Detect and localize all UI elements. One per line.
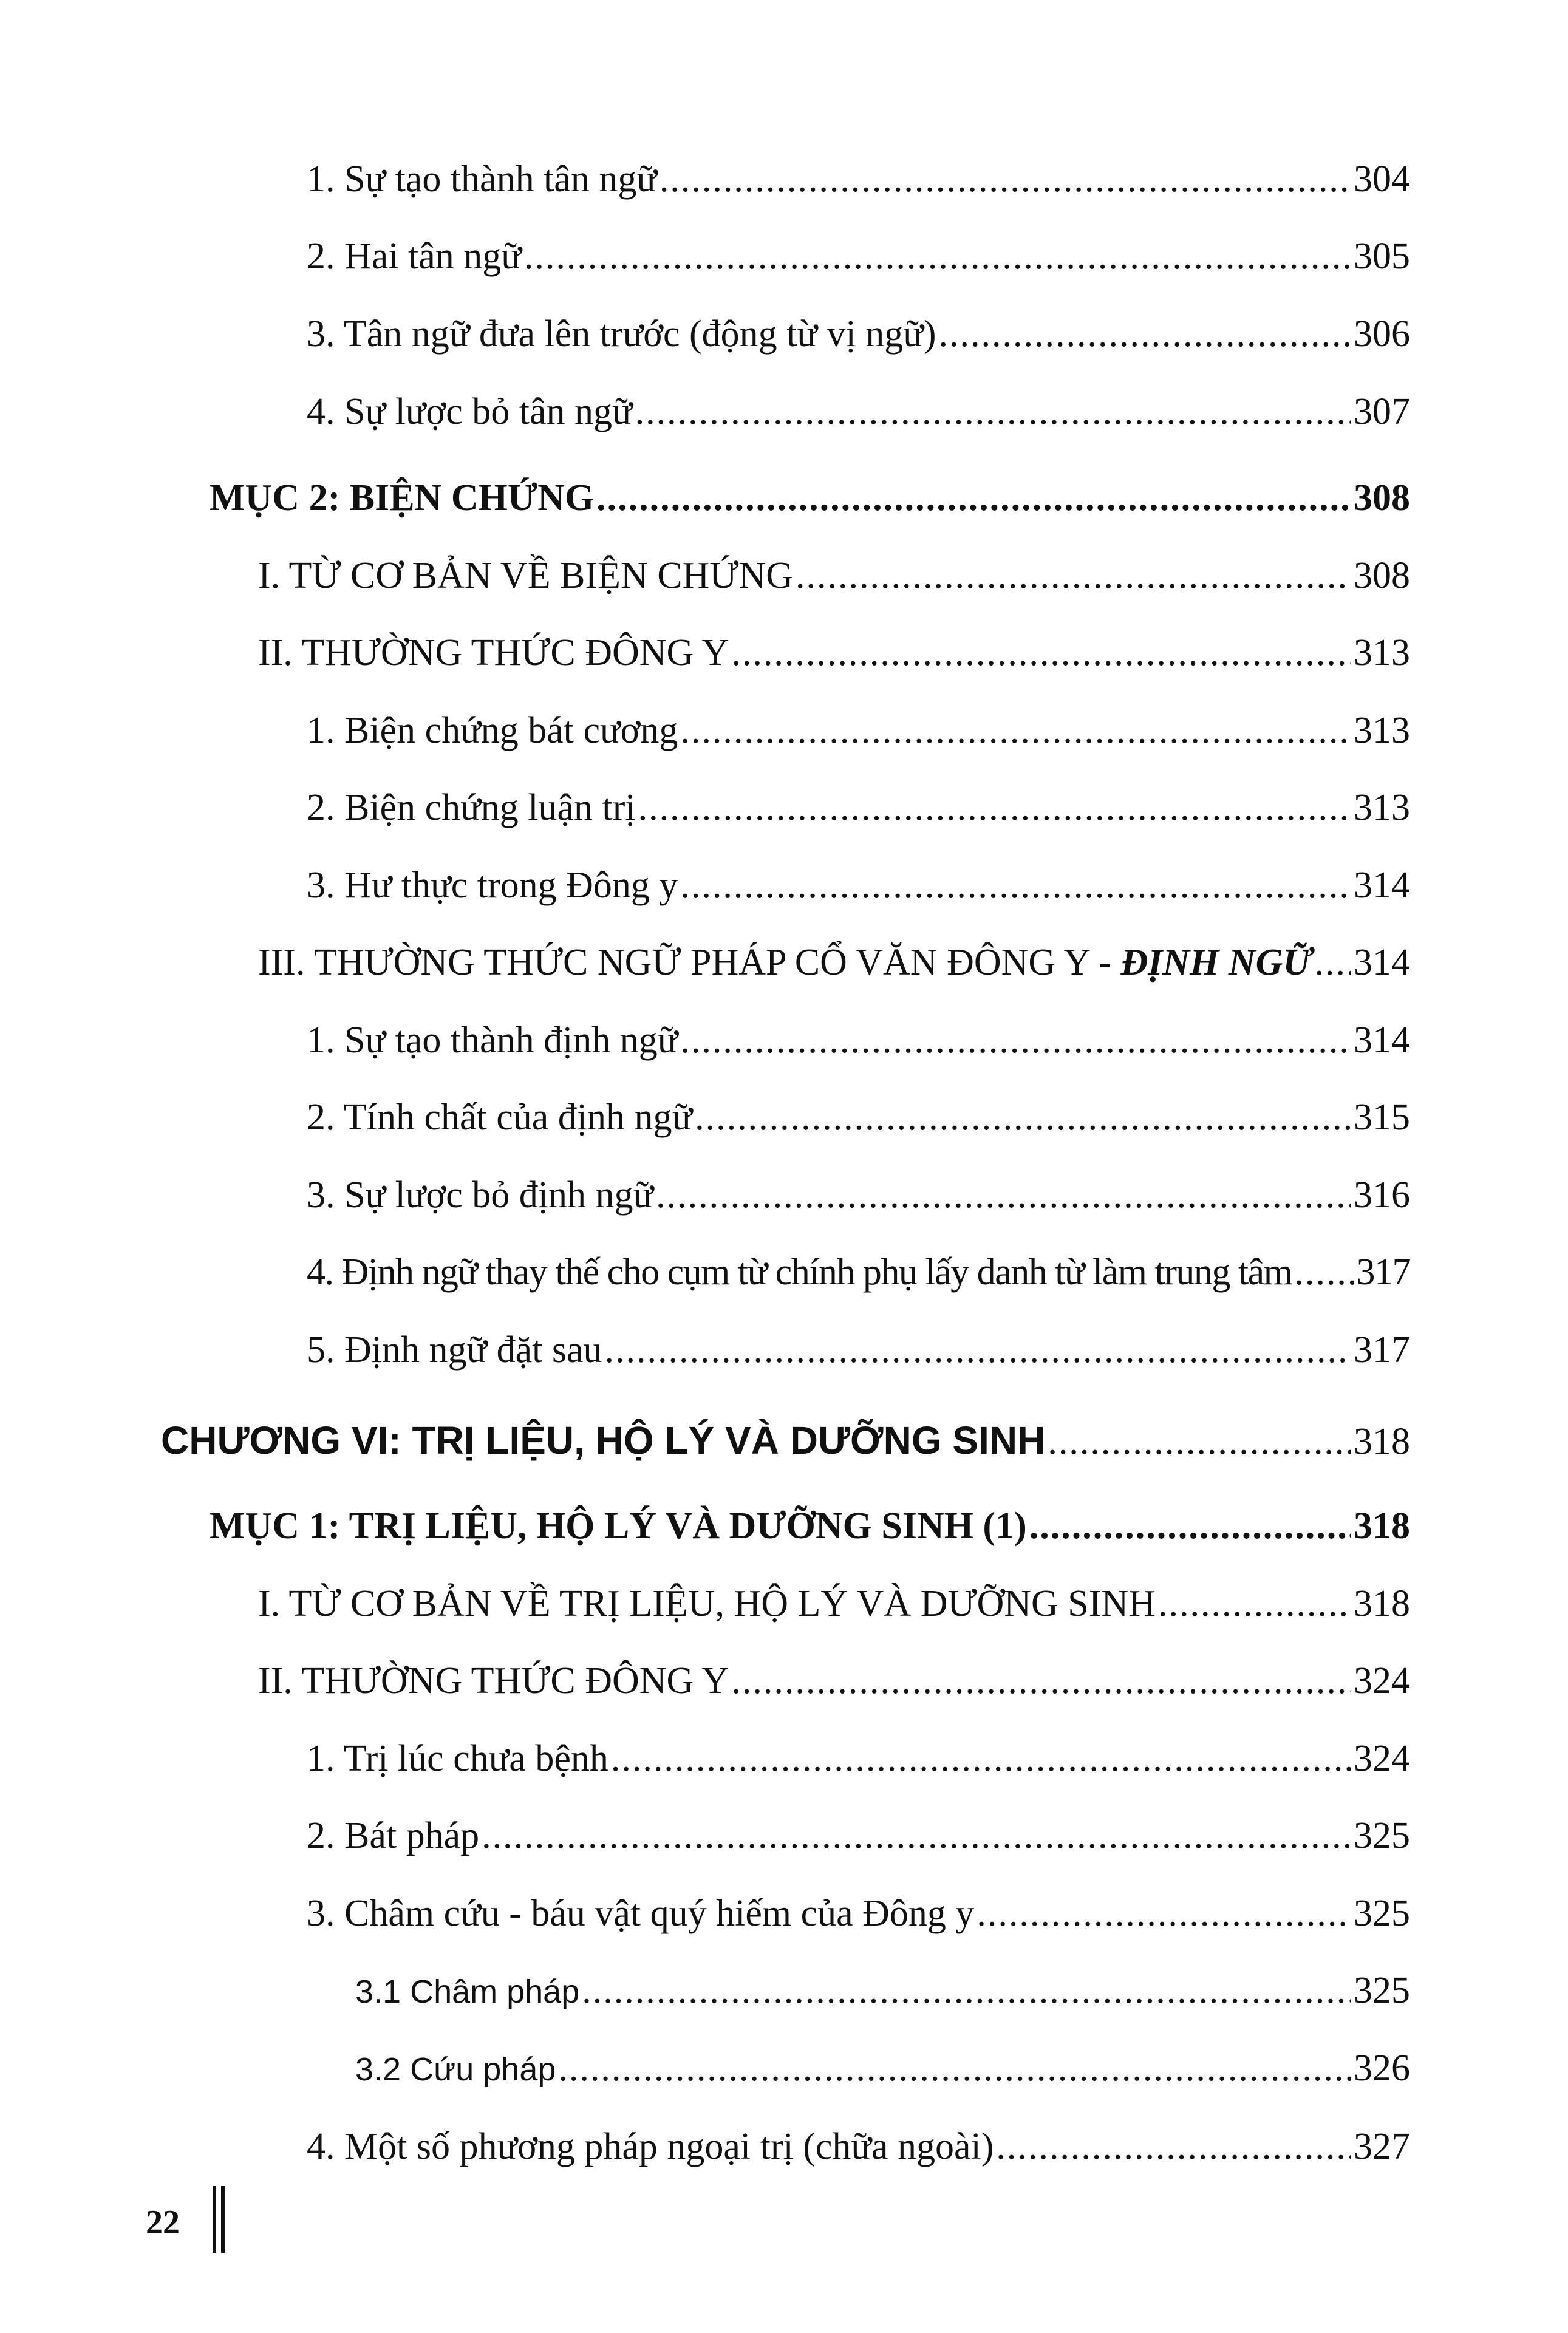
footer-rule-left [213,2186,216,2253]
toc-entry-section [258,548,1410,603]
toc-entry-label: 3. Tân ngữ đưa lên trước (động từ vị ngữ) [307,313,936,355]
toc-entry [307,2119,1410,2174]
toc-leader-dots [524,229,1351,284]
toc-leader-dots [731,625,1351,680]
toc-entry-subitem [355,1963,1410,2018]
toc-entry-label: MỤC 2: BIỆN CHỨNG [210,477,595,519]
toc-entry-page: 307 [1354,391,1410,432]
toc-leader-dots [680,703,1351,758]
toc-entry-label: 2. Bát pháp [307,1815,480,1856]
toc-entry-page: 325 [1354,1893,1410,1934]
toc-entry-label: CHƯƠNG VI: TRỊ LIỆU, HỘ LÝ VÀ DƯỠNG SINH [161,1419,1046,1462]
toc-entry-label-main: III. THƯỜNG THỨC NGỮ PHÁP CỔ VĂN ĐÔNG Y - [258,942,1121,983]
toc-entry-label: I. TỪ CƠ BẢN VỀ TRỊ LIỆU, HỘ LÝ VÀ DƯỠNG SINH [258,1583,1156,1624]
toc-entry-label: 1. Sự tạo thành định ngữ [307,1020,678,1061]
toc-entry-page: 314 [1354,942,1410,983]
toc-entry-label: 4. Sự lược bỏ tân ngữ [307,391,633,432]
toc-entry-section [258,935,1410,990]
toc-leader-dots [582,1963,1351,2018]
toc-entry-label: 3. Hư thực trong Đông y [307,865,678,906]
toc-entry-page: 306 [1354,313,1410,355]
toc-entry [307,1168,1410,1222]
toc-entry-label [258,935,1312,990]
toc-entry-label: 4. Một số phương pháp ngoại trị (chữa ngoài) [307,2126,994,2167]
toc-entry-label-italic: ĐỊNH NGỮ [1120,942,1312,983]
toc-entry [307,384,1410,439]
page-number: 22 [146,2204,180,2241]
toc-entry-label: I. TỪ CƠ BẢN VỀ BIỆN CHỨNG [258,555,793,596]
toc-entry-page: 315 [1354,1097,1410,1138]
toc-entry-page: 324 [1354,1738,1410,1779]
toc-entry-label: 3. Sự lược bỏ định ngữ [307,1174,654,1216]
toc-entry-page: 318 [1354,1505,1410,1547]
toc-entry-label: 1. Biện chứng bát cương [307,710,678,751]
toc-entry [307,1886,1410,1941]
footer-rule-right [221,2186,225,2253]
toc-leader-dots [611,1731,1351,1786]
toc-entry [307,1013,1410,1068]
toc-leader-dots [656,1168,1351,1222]
toc-entry-page: 327 [1354,2126,1410,2167]
toc-leader-dots [796,548,1351,603]
toc-entry-label: 3.2 Cứu pháp [355,2051,556,2088]
toc-entry-page: 326 [1354,2048,1410,2089]
toc-leader-dots [680,858,1351,913]
toc-entry-subitem [355,2041,1410,2096]
toc-leader-dots [1029,1499,1351,1553]
toc-entry-label: 3.1 Châm pháp [355,1974,580,2010]
toc-entry-page: 308 [1354,555,1410,596]
toc-entry [307,229,1410,284]
toc-leader-dots [660,152,1351,206]
toc-entry-label: 5. Định ngữ đặt sau [307,1329,602,1371]
toc-leader-dots [695,1090,1351,1145]
toc-entry-page: 314 [1354,1020,1410,1061]
toc-entry-page: 305 [1354,236,1410,277]
toc-entry [307,152,1410,206]
toc-entry [307,1090,1410,1145]
toc-entry-page: 316 [1354,1174,1410,1216]
toc-leader-dots [938,307,1351,361]
toc-leader-dots [1294,1245,1354,1299]
toc-leader-dots [558,2041,1351,2096]
toc-entry-label: 2. Biện chứng luận trị [307,787,636,828]
toc-entry-page: 317 [1356,1252,1410,1293]
toc-entry-label: II. THƯỜNG THỨC ĐÔNG Y [258,1660,729,1701]
toc-entry-page: 313 [1354,632,1410,673]
toc-entry-label: 2. Tính chất của định ngữ [307,1097,693,1138]
toc-entry-page: 304 [1354,158,1410,200]
toc-entry-page: 325 [1354,1970,1410,2011]
toc-entry [307,1808,1410,1863]
toc-leader-dots [482,1808,1351,1863]
toc-leader-dots [638,780,1351,835]
toc-entry [307,1323,1410,1377]
toc-entry-page: 325 [1354,1815,1410,1856]
toc-leader-dots [635,384,1351,439]
toc-entry-page: 308 [1354,477,1410,519]
toc-entry [307,858,1410,913]
toc-entry [307,703,1410,758]
toc-entry-label: MỤC 1: TRỊ LIỆU, HỘ LÝ VÀ DƯỠNG SINH (1) [210,1505,1027,1547]
toc-entry-page: 313 [1354,710,1410,751]
toc-entry-label: 3. Châm cứu - báu vật quý hiếm của Đông y [307,1893,975,1934]
toc-entry-label: 1. Trị lúc chưa bệnh [307,1738,608,1779]
toc-entry-page: 314 [1354,865,1410,906]
toc-entry-section [258,625,1410,680]
toc-entry [307,780,1410,835]
toc-entry-label: 1. Sự tạo thành tân ngữ [307,158,657,200]
toc-entry-page: 317 [1354,1329,1410,1371]
toc-leader-dots [731,1654,1351,1708]
toc-leader-dots [996,2119,1351,2174]
toc-entry-label: 4. Định ngữ thay thế cho cụm từ chính phụ lấy danh từ làm trung tâm [307,1252,1292,1293]
toc-entry-section [258,1654,1410,1708]
toc-entry-muc [210,471,1410,525]
toc-entry-page: 324 [1354,1660,1410,1701]
toc-entry [307,1731,1410,1786]
toc-leader-dots [1158,1576,1351,1631]
toc-entry-muc [210,1499,1410,1553]
toc-leader-dots [680,1013,1351,1068]
toc-leader-dots [977,1886,1351,1941]
toc-leader-dots [605,1323,1352,1377]
toc-entry [307,307,1410,361]
toc-leader-dots [1048,1414,1351,1469]
toc-entry-chapter [161,1413,1410,1468]
toc-entry-page: 313 [1354,787,1410,828]
toc-leader-dots [596,471,1351,525]
toc-entry-section [258,1576,1410,1631]
toc-entry-label: II. THƯỜNG THỨC ĐÔNG Y [258,632,729,673]
toc-entry [307,1245,1410,1299]
toc-leader-dots [1315,935,1352,990]
toc-entry-page: 318 [1354,1421,1410,1462]
toc-entry-page: 318 [1354,1583,1410,1624]
toc-entry-label: 2. Hai tân ngữ [307,236,522,277]
